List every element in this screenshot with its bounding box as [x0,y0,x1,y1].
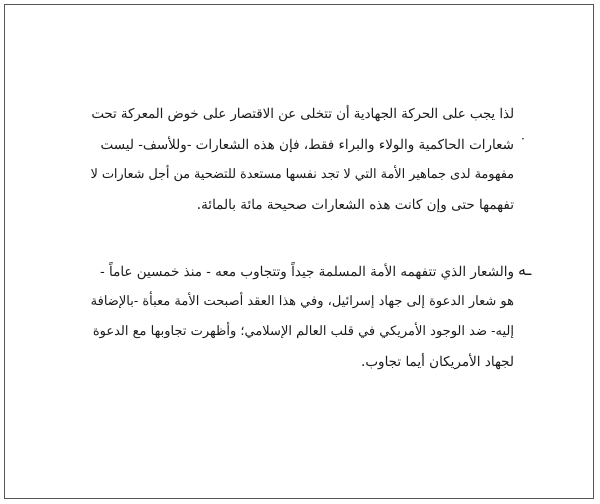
paragraph-2-line-4: لجهاد الأمريكان أيما تجاوب. [361,354,514,370]
paragraph-1-line-2: شعارات الحاكمية والولاء والبراء فقط، فإن هذه الشعارات -وللأسف- ليست [100,137,514,153]
page-frame [4,4,594,499]
paragraph-2-line-1: والشعار الذي تتفهمه الأمة المسلمة جيداً وتتجاوب معه - منذ خمسين عاماً - [100,264,514,280]
paragraph-1 [90,105,514,225]
margin-dot-mark: · [521,132,525,146]
paragraph-1-line-1: لذا يجب على الحركة الجهادية أن تتخلى عن الاقتصار على خوض المعركة تحت [91,107,514,122]
paragraph-1-line-4: تفهمها حتى وإن كانت هذه الشعارات صحيحة مائة بالمائة. [196,197,514,213]
paragraph-2-line-3: إليه- ضد الوجود الأمريكي في قلب العالم الإسلامي؛ وأظهرت تجاوبها مع الدعوة [92,324,514,339]
margin-ha-mark: ـه [518,260,532,279]
paragraph-2 [90,262,514,382]
paragraph-2-line-2: هو شعار الدعوة إلى جهاد إسرائيل، وفي هذا العقد أصبحت الأمة معبأة -بالإضافة [90,294,514,309]
paragraph-1-line-3: مفهومة لدى جماهير الأمة التي لا تجد نفسها مستعدة للتضحية من أجل شعارات لا [90,167,514,182]
